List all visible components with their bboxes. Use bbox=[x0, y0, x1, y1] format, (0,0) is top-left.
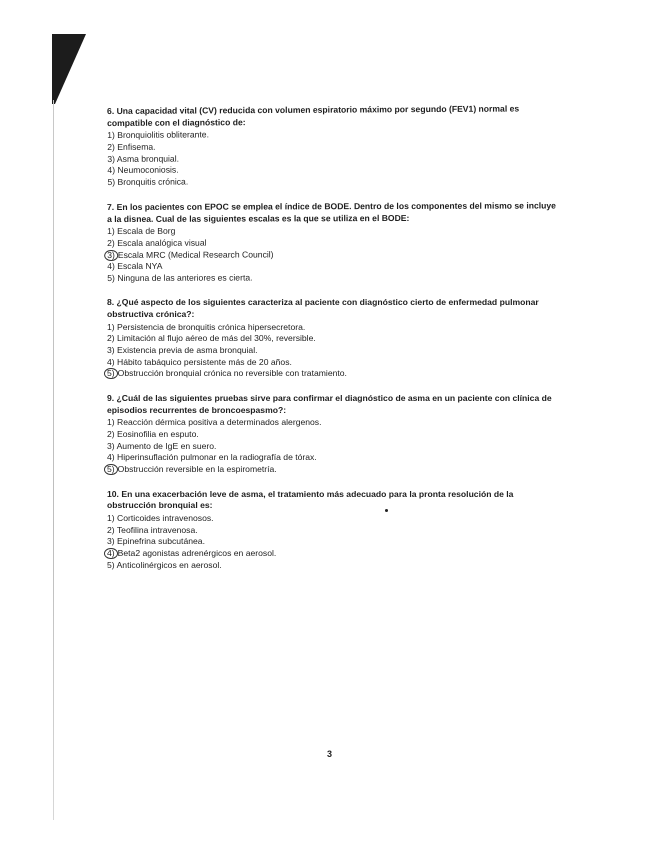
option-text: Anticolinérgicos en aerosol. bbox=[114, 559, 222, 570]
question-7-options bbox=[107, 224, 562, 284]
handwritten-answer-circle: 4) bbox=[104, 548, 118, 559]
option-text: Obstrucción reversible en la espirometría. bbox=[117, 464, 277, 475]
question-6-option-5 bbox=[107, 174, 562, 188]
option-number: 1) bbox=[107, 225, 115, 236]
option-text: Hiperinsuflación pulmonar en la radiografía de tórax. bbox=[114, 452, 317, 463]
option-number: 4) bbox=[107, 260, 115, 271]
option-number: 3) bbox=[107, 153, 116, 164]
question-8-option-5 bbox=[107, 368, 562, 380]
option-text: Escala de Borg bbox=[114, 225, 176, 236]
option-text: Aumento de IgE en suero. bbox=[114, 440, 217, 451]
handwritten-answer-circle: 5) bbox=[104, 368, 118, 379]
option-text: Escala MRC (Medical Research Council) bbox=[117, 248, 274, 260]
option-number: 5) bbox=[107, 272, 115, 283]
option-number: 2) bbox=[107, 333, 115, 344]
option-number: 5) bbox=[107, 176, 116, 187]
question-9-options bbox=[107, 417, 562, 476]
question-7-option-5 bbox=[107, 271, 562, 284]
question-10-option-1 bbox=[107, 513, 562, 525]
option-text: Teofilina intravenosa. bbox=[114, 524, 198, 535]
question-9-stem: 9. ¿Cuál de las siguientes pruebas sirve para confirmar el diagnóstico de asma en un paciente con clínica de episodios recurrentes de broncoespasmo?: bbox=[107, 393, 552, 415]
question-10 bbox=[107, 489, 562, 572]
option-text: Beta2 agonistas adrenérgicos en aerosol. bbox=[117, 548, 277, 559]
option-number: 1) bbox=[107, 417, 115, 428]
question-6-stem: 6. Una capacidad vital (CV) reducida con volumen espiratorio máximo por segundo (FEV1) normal es compatible con el diagnóstico de: bbox=[107, 103, 520, 128]
option-text: Escala analógica visual bbox=[114, 237, 207, 248]
option-text: Bronquitis crónica. bbox=[115, 176, 189, 187]
question-7-stem: 7. En los pacientes con EPOC se emplea el índice de BODE. Dentro de los componentes del mismo se incluye a la disnea. Cual de las siguientes escalas es la que se utiliza en el BODE: bbox=[107, 200, 556, 224]
scan-corner-shadow bbox=[52, 34, 86, 104]
question-9-option-1 bbox=[107, 417, 562, 429]
question-9-option-5 bbox=[107, 464, 562, 476]
option-number: 1) bbox=[107, 130, 115, 141]
option-text: Eosinofilia en esputo. bbox=[114, 429, 199, 439]
option-text: Existencia previa de asma bronquial. bbox=[114, 345, 258, 355]
scan-left-edge-line bbox=[53, 100, 54, 820]
option-number: 2) bbox=[107, 429, 115, 439]
option-text: Limitación al flujo aéreo de más del 30%, reversible. bbox=[114, 333, 316, 344]
option-number: 5) bbox=[107, 559, 115, 570]
question-10-option-2 bbox=[107, 525, 562, 537]
option-text: Asma bronquial. bbox=[114, 153, 180, 164]
option-number: 2) bbox=[107, 141, 115, 152]
question-9-option-2 bbox=[107, 429, 562, 441]
question-8-option-4 bbox=[107, 357, 562, 369]
question-10-stem: 10. En una exacerbación leve de asma, el tratamiento más adecuado para la pronta resolución de la obstrucción bronquial es: bbox=[107, 488, 514, 511]
option-number: 2) bbox=[107, 524, 115, 535]
option-number: 3) bbox=[107, 440, 115, 451]
question-7 bbox=[107, 200, 562, 284]
ink-dot bbox=[385, 509, 388, 512]
option-text: Reacción dérmica positiva a determinados alergenos. bbox=[114, 417, 322, 428]
question-6-options bbox=[107, 127, 562, 188]
option-number: 3) bbox=[107, 536, 115, 547]
question-8-option-2 bbox=[107, 333, 562, 345]
option-text: Bronquiolitis obliterante. bbox=[114, 129, 209, 141]
option-text: Epinefrina subcutánea. bbox=[114, 536, 205, 547]
question-8-stem: 8. ¿Qué aspecto de los siguientes caracteriza al paciente con diagnóstico cierto de enfermedad pulmonar obstructiva crónica?: bbox=[107, 297, 539, 319]
option-number: 3) bbox=[107, 345, 115, 355]
option-number: 2) bbox=[107, 237, 115, 248]
option-text: Persistencia de bronquitis crónica hipersecretora. bbox=[114, 321, 306, 332]
question-10-option-5 bbox=[107, 560, 562, 572]
page-number: 3 bbox=[327, 749, 333, 759]
question-10-options bbox=[107, 513, 562, 572]
question-10-option-4 bbox=[107, 548, 562, 560]
question-9-option-3 bbox=[107, 441, 562, 453]
option-number: 1) bbox=[107, 321, 115, 332]
option-text: Escala NYA bbox=[114, 260, 163, 271]
handwritten-answer-circle: 5) bbox=[104, 464, 118, 475]
question-list bbox=[107, 103, 562, 585]
option-number: 1) bbox=[107, 513, 115, 523]
option-text: Corticoides intravenosos. bbox=[114, 513, 214, 523]
question-8-option-1 bbox=[107, 322, 562, 334]
question-8 bbox=[107, 297, 562, 380]
option-text: Enfisema. bbox=[114, 141, 156, 152]
handwritten-answer-circle: 3) bbox=[104, 249, 118, 260]
option-text: Neumoconiosis. bbox=[115, 164, 179, 176]
question-8-options bbox=[107, 322, 562, 381]
option-number: 4) bbox=[107, 356, 115, 367]
option-text: Ninguna de las anteriores es cierta. bbox=[114, 272, 253, 283]
question-9-option-4 bbox=[107, 452, 562, 464]
question-10-option-3 bbox=[107, 536, 562, 548]
question-9 bbox=[107, 393, 562, 476]
question-8-option-3 bbox=[107, 345, 562, 357]
option-number: 4) bbox=[107, 452, 115, 463]
option-text: Hábito tabáquico persistente más de 20 años. bbox=[114, 356, 292, 367]
option-text: Obstrucción bronquial crónica no reversible con tratamiento. bbox=[117, 368, 347, 379]
option-number: 4) bbox=[107, 165, 116, 176]
question-6 bbox=[107, 103, 562, 188]
